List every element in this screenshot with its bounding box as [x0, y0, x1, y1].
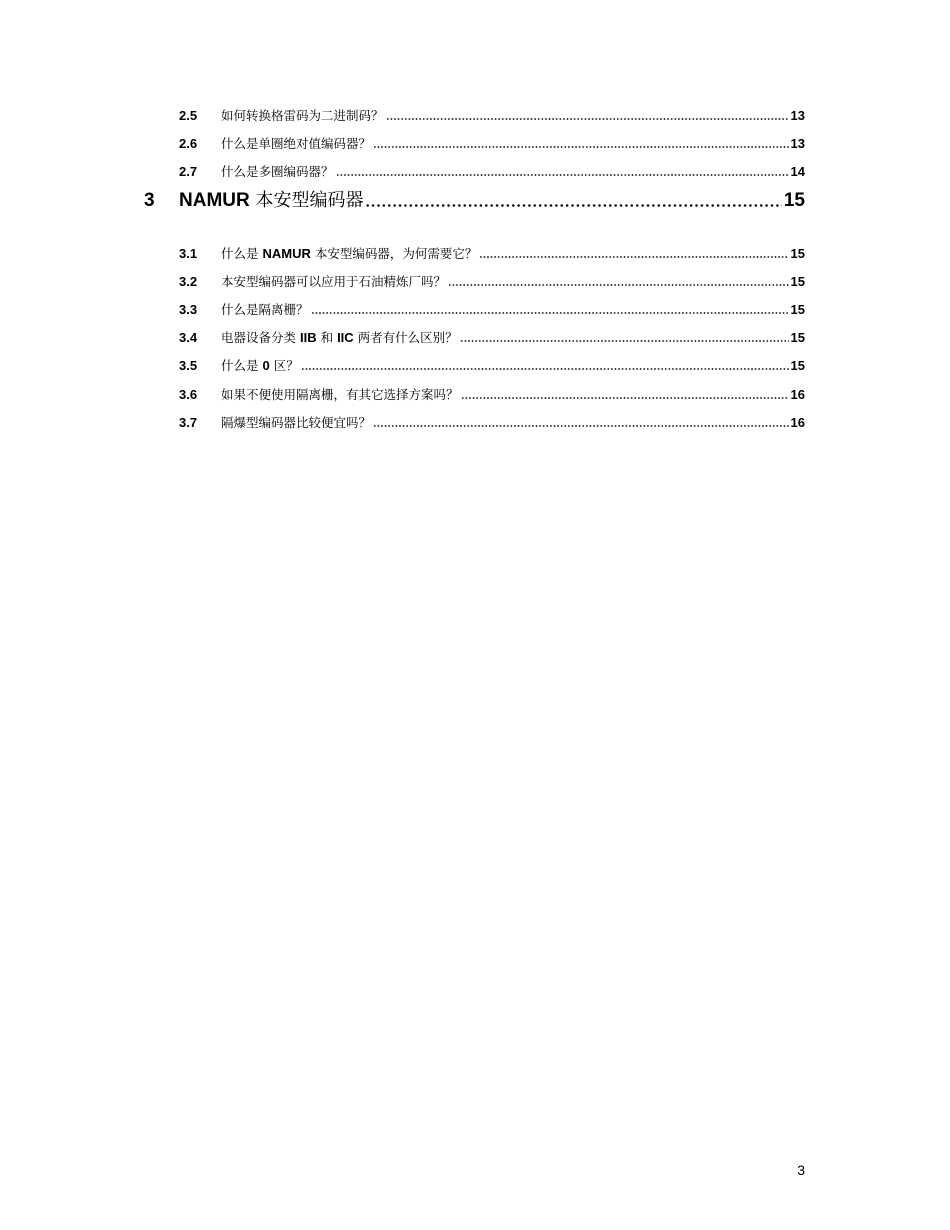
toc-entry-page: 15 [790, 246, 805, 261]
toc-entry-number: 3.4 [179, 330, 198, 345]
toc-dot-leader [460, 339, 789, 343]
toc-entry-title [221, 244, 477, 262]
toc-chapter-title-rest: 本安型编码器 [249, 190, 364, 211]
toc-title-bold: 0 [262, 358, 270, 373]
toc-chapter-title-bold: NAMUR [179, 190, 250, 211]
toc-title-part: 两者有什么区别？ [353, 330, 458, 345]
toc-entry-page: 15 [790, 358, 805, 373]
toc-dot-leader [448, 283, 789, 287]
toc-entry-title: 什么是隔离栅？ [221, 302, 309, 317]
toc-dot-leader [311, 311, 789, 315]
toc-chapter-title [179, 186, 363, 212]
toc-entry-title [221, 356, 299, 374]
toc-dot-leader [373, 145, 789, 149]
toc-entry-title: 本安型编码器可以应用于石油精炼厂吗？ [221, 274, 447, 289]
toc-title-part: 和 [316, 330, 338, 345]
toc-title-bold: NAMUR [262, 246, 311, 261]
toc-entry-number: 3.6 [179, 387, 198, 402]
toc-entry-number: 3.5 [179, 358, 198, 373]
toc-entry-number: 2.6 [179, 136, 198, 151]
toc-title-part: 电器设备分类 [221, 330, 300, 345]
toc-entry-page: 16 [790, 415, 805, 430]
toc-entry-title: 隔爆型编码器比较便宜吗？ [221, 415, 372, 430]
toc-entry-number: 3.1 [179, 246, 198, 261]
toc-entry-page: 15 [790, 302, 805, 317]
toc-dot-leader [461, 396, 789, 400]
page-number: 3 [797, 1162, 805, 1178]
toc-entry-title: 什么是单圈绝对值编码器？ [221, 136, 372, 151]
toc-title-bold: IIB [299, 330, 317, 345]
toc-dot-leader [386, 117, 789, 121]
toc-entry-number: 3.7 [179, 415, 198, 430]
toc-title-part: 本安型编码器，为何需要它？ [310, 246, 478, 261]
toc-chapter-number: 3 [144, 190, 155, 211]
toc-entry-3-5[interactable] [179, 356, 805, 374]
toc-dot-leader [365, 203, 781, 208]
toc-title-part: 什么是 [221, 358, 263, 373]
toc-entry-page: 13 [790, 136, 805, 151]
toc-entry-2-6[interactable] [179, 134, 805, 152]
toc-entry-title: 什么是多圈编码器？ [221, 164, 334, 179]
toc-dot-leader [479, 255, 788, 259]
toc-entry-page: 13 [790, 108, 805, 123]
toc-dot-leader [301, 367, 789, 371]
toc-entry-page: 15 [790, 274, 805, 289]
toc-chapter-3[interactable] [144, 186, 805, 212]
toc-entry-3-2[interactable] [179, 272, 805, 290]
toc-title-part: 区？ [269, 358, 299, 373]
toc-entry-number: 2.5 [179, 108, 198, 123]
toc-entry-2-7[interactable] [179, 162, 805, 180]
toc-entry-page: 15 [790, 330, 805, 345]
toc-entry-3-7[interactable] [179, 413, 805, 431]
toc-entry-page: 16 [790, 387, 805, 402]
toc-entry-2-5[interactable] [179, 106, 805, 124]
toc-entry-page: 14 [790, 164, 805, 179]
toc-entry-number: 2.7 [179, 164, 198, 179]
toc-entry-3-3[interactable] [179, 300, 805, 318]
toc-entry-title [221, 328, 458, 346]
toc-entry-title: 如果不便使用隔离栅，有其它选择方案吗？ [221, 387, 459, 402]
toc-entry-3-1[interactable] [179, 244, 805, 262]
toc-dot-leader [336, 173, 789, 177]
toc-title-bold: IIC [337, 330, 354, 345]
toc-entry-3-4[interactable] [179, 328, 805, 346]
toc-entry-number: 3.3 [179, 302, 198, 317]
toc-chapter-page: 15 [783, 190, 805, 211]
toc-entry-3-6[interactable] [179, 385, 805, 403]
toc-title-part: 什么是 [221, 246, 263, 261]
toc-dot-leader [373, 424, 789, 428]
toc-entry-number: 3.2 [179, 274, 198, 289]
toc-entry-title: 如何转换格雷码为二进制码？ [221, 108, 384, 123]
